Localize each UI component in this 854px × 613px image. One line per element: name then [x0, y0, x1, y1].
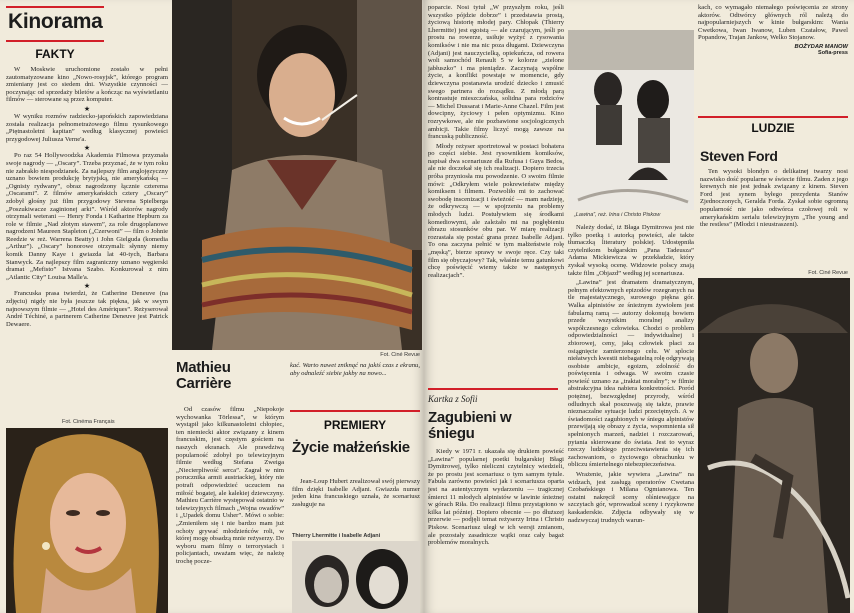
kartka-label: Kartka z Sofii	[428, 394, 478, 404]
photo-lawina	[568, 30, 694, 210]
kartka-rule	[428, 388, 558, 390]
fakty-column	[6, 66, 168, 330]
right-page	[424, 0, 854, 613]
photo-credit-deneuve: Fot. Cinéma Français	[62, 419, 115, 425]
byline: BOŻYDAR MANOW	[794, 43, 848, 50]
ludzie-label: LUDZIE	[751, 121, 795, 135]
separator-star: ★	[83, 145, 91, 153]
lawina-paragraph: Wrażenie, jakie wywiera „Lawina” na widzach, jest zasługą operatorów Cwetana Czobańskiego i Milana Ogmianowa. Ten ostatni nakręcił sceny olśniewające na szczytach gór, wprowadzał sceny i ryzykowne kaskaderskie. Zdjęcia odbywały się w nadzwyczaj trudnych warun-	[568, 471, 694, 524]
caption-adjani: Thierry Lhermitte i Isabelle Adjani	[292, 533, 381, 539]
fakty-label: FAKTY	[35, 47, 75, 61]
separator-star: ★	[83, 105, 91, 113]
lawina-end-column	[698, 4, 848, 56]
separator-star: ★	[83, 283, 91, 291]
zycie-paragraph: Jean-Loup Hubert zrealizował swój pierwszy film dzięki Isabelle Adjani. Gwiazda numer jeden kina francuskiego uznała, że scenariusz zasługuje na	[292, 478, 420, 508]
fakty-rule	[6, 40, 104, 42]
zycie-intro-block	[290, 362, 420, 379]
ford-paragraph: Ten wysoki blondyn o delikatnej twarzy nosi nazwisko dość popularne w świecie filmu. Żaden z jego krewnych nie jest jednak związany z kinem. Steven Ford jest synem byłego prezydenta Stanów Zjednoczonych, Geralda Forda. Zyskał sobie ogromną popularność nie jako odtwórca czołowej roli w amerykańskim serialu telewizyjnym „The young and the restless” (Młodzi i nieustraszeni).	[700, 168, 848, 229]
zagubieni-paragraph: Kiedy w 1971 r. ukazała się drukiem powieść „Lawina” popularnej poetki bułgarskiej Błagi Dymitrowej, tylko nieliczni czytelnicy wiedzieli, że po prostu jest scenariusz o tym samym tytule. Fabuła zarówno powieści jak i scenariusza oparta jest na autentycznym wydarzeniu — tragicznej śmierci 11 młodych alpinistów w lawinie śnieżnej w górach Riła. Do realizacji filmu przystąpiono w kilka lat później. Dopiero obecnie — po dłuższej przerwie — podjęli temat reżyserzy Irina i Christo Piskow. Scenariusz uległ w ich wersji zmianom, ale pozostały zasadnicze wątki oraz cały bagaż problemów moralnych.	[428, 448, 564, 547]
kinorama-top-rule	[6, 6, 104, 8]
zycie-title: Życie małżeńskie	[292, 439, 410, 456]
left-page	[0, 0, 424, 613]
zycie-continuation-paragraph: Młody reżyser sportretował w postaci bohatera po części siebie. Jest rysownikiem komiksów, napisał dwa scenariusze dla Rufusa i Guya Bedos, ale nie doczekał się ich realizacji. Dopiero trzecia próba przyniosła mu powodzenie. O swoim filmie mówi: „Odkryłem wiele pokrewieństw między komiksem i filmem. Pozwoliło mi to zachować swobodę inscenizacji i świeżość — mam nadzieję, że odkrywczą — w spojrzeniu na problemy młodych ludzi. Postuływiem się środkami komediowymi, ale zależało mi na pogłębieniu obrazu stosunków obu par. W miarę realizacji rozrastała się postać grana przez Isabelle Adjani. To ona zaczyna pełnić w tym małżeństwie rolę „męską”, bierze sprawy w swoje ręce. Czy taki film się obyczajowy? Tak, właśnie temu gatunkowi chcę poświęcić wiemy także w następnych realizacjach”.	[428, 142, 564, 279]
fakty-paragraph: W Moskwie uruchomione zostało w pełni zautomatyzowane kino „Nowo-rosyjsk”, którego program zmieniany jest co siedem dni. Wszystkie czynności — poczynając od sprzedaży biletów a kończąc na wyświetlaniu filmów — sterowane są przez komputer.	[6, 66, 168, 104]
lawina-column	[568, 224, 694, 526]
photo-mathieu-carriere	[172, 0, 422, 350]
photo-credit-ford: Fot. Ciné Revue	[808, 270, 848, 276]
photo-lhermitte-adjani	[292, 541, 420, 613]
photo-credit-carriere: Fot. Ciné Revue	[380, 352, 420, 358]
fakty-paragraph: Francuska prasa twierdzi, że Catherine Deneuve (na zdjęciu) nigdy nie była jeszcze tak piękna, jak w swym najnowszym filmie — „Hotel des Amériques”. Reżyserował André Téchiné, a partnerem Catherine Deneuve jest Patrick Dewaere.	[6, 290, 168, 328]
zagubieni-column	[428, 448, 564, 549]
zycie-intro: kać. Warto nawet zniknąć na jakiś czas z ekranu, aby odnaleźć siebie jakby na nowo...	[290, 362, 420, 377]
lawina-paragraph: Należy dodać, iż Błaga Dymitrowa jest nie tylko poetką i autorką powieści, ale także tłumaczką literatury polskiej. Udostępniła czytelnikom bułgarskim „Pana Tadeusza” Adama Mickiewicza w przekładzie, który zyskał wysoką ocenę. Widzowie polscy znają także film „Objazd” według jej scenariusza.	[568, 224, 694, 277]
photo-caption-sofia: „Lawina”, reż. Irina i Christo Piskow	[574, 212, 661, 218]
zycie-column	[292, 478, 420, 510]
kinorama-title: Kinorama	[8, 10, 103, 33]
zycie-continuation-paragraph: poparcie. Nosi tytuł „W przyszłym roku, jeśli wszystko pójdzie dobrze” i przedstawia prostą, życiową historię młodej pary. Chłopak (Thierry Lhermitte) jest egoistą — ale czarującym, jeśli po prostu na rowerze, usiłuje wyżyć z rysowania komiksów i nie ma nic poza długami. Dziewczyna (Adjani) jest nauczycielką, opiekuńcza, od rowera woli samochód Renault 5 w kolorze „zielone jabłuszko” i ma pieniądze. Zaczynają wspólne życie, a konflikt powstaje w momencie, gdy dziewczyna postanawia urodzić dziecko i zmusić swego partnera do rozsądku. Z młodą parą kontrastuje mieszczańska, solidna para rodziców — Michel Dussarat i Marie-Anne Chazel. Film jest dowcipny, życiowy i pełen optymizmu. Kino rozrywkowe, ale nie pozbawione socjologicznych ambicji. Takie filmy liczyć mogą zawsze na francuską publiczność.	[428, 4, 564, 141]
zagubieni-title: Zagubieni w śniegu	[428, 409, 512, 442]
carriere-paragraph: Od czasów filmu „Niepokoje wychowanka Törlessa”, w którym wystąpił jako kilkunastoletni chłopiec, ten niemiecki aktor związany z kinem francuskim, jest częstym gościem na naszych ekranach. Ale prawdziwą popularność zdobył po telewizyjnym filmie według Stefana Zweiga „Niecierpliwość serca”. Zagrał w nim porucznika armii austriackiej, który nie potrafi odpowiedzieć uczuciem na miłość bogatej, ale kalekiej dziewczyny. Mathieu Carrière występował ostatnio w telewizyjnych filmach „Wojna owadów” i „Upadek domu Usher”. Mówi o sobie: „Zmieniłem się i nie bardzo mam już ochoty grywać młodzieńców roli, w której mogę obsadzą mnie reżyserzy. Do wyboru mam filmy o terrorystach i policjantach, uważam więc, że należę trochę pocze-	[176, 406, 284, 565]
zycie-continuation-column	[428, 4, 564, 281]
carriere-column	[176, 406, 284, 567]
lawina-paragraph: „Lawina” jest dramatem dramatycznym, pełnym efektownych epizodów rozegranych na tle majestatycznego, surowego piękna gór. Walka alpinistów ze śnieżnym żywiołem jest fabularną ramą — autorzy dokonują bowiem przede wszystkim moralnej analizy współczesnego człowieka. Chodzi o problem odpowiedzialności — indywidualnej i zbiorowej, ceny, jaką człowiek płaci za osiągnięcie zamierzonego celu. W splocie niełatwych kwestii niebagatelną rolę odgrywają osobiste ambicje, egoizm, zdolność do poświęcenia i odwaga. W swoim czasie powieść uznano za „traktat moralny”; w filmie abstrakcyjna idea nabiera konkretności. Poród potężnej, bezwzględnej przyrody, wśród odludnych skał poszuwają się także, prawie nieznaczalne sytuacje ludzi przeciętnych. A w świadomości zagubionych w śniegu alpinistów przewijają się obrazy z życia, wspomnienia sił spełnionych marzeń, nadziei i rozczarowań, pytania skierowane do świata. Jest to wyraz rzeczy ludzkiego przeciwstawienia się ich zachowaniom, o życiowego obrachunku w obliczu śmiertelnego niebezpieczeństwa.	[568, 279, 694, 469]
fakty-paragraph: Po raz 54 Hollywoodzka Akademia Filmowa przyznała swoje nagrody — „Oscary”. Trzeba przyznać, że w tym roku nie zabrakło niespodzianek. Za najlepszy film anglojęzyczny uznano bowiem produkcję brytyjską, nie amerykańską — „Ognisty rydwany”, obraz nagrodzony łącznie czterema „Oscarami”. Z filmów amerykańskich cztery „Oscary” zdobył głośny już film przygodowy Stevena Spielberga „Poszukiwacze zaginionej arki”. Wśród aktorów nagrody otrzymali weterani — Henry Fonda i Katharine Hepburn za role w filmie „Nad złotym stawem”, za role drugoplanowe nagrodzeni Maureen Stapleton („Czerwoni” — film o Johnie Reedzie w reż. Warrena Beatty) i John Gielguda (komedia „Arthur”). „Oscary” honorowe otrzymali: słynny niemy komik Danny Kaye i gwiazda lat 40-tych, Barbara Stanwyck. Za najlepszy film zagraniczny uznano węgierski dramat „Mefisto” Istvana Szabo. Konkurował z nim „Atlantic City” Louisa Malle'a.	[6, 152, 168, 281]
photo-catherine-deneuve	[6, 428, 168, 613]
lawina-end-paragraph: kach, co wymagało niemałego poświęcenia ze strony aktorów. Odtwórcy głównych ról należą do najpopularniejszych w kinie bułgarskim: Wania Cwetkowa, Iwan Iwanow, Luben Czatałow, Pawel Popandow, Trajan Jankow, Welko Stojanow.	[698, 4, 848, 42]
premiery-rule	[290, 410, 420, 412]
ludzie-rule	[698, 116, 848, 118]
byline-source: Sofia-press	[818, 49, 848, 56]
fakty-paragraph: W wyniku rozmów radziecko-japońskich zapowiedziana została realizacja pełnometrażowego filmu rysunkowego „Piętnastoletni kapitan” według klasycznej powieści przygodowej Juliusza Verne'a.	[6, 112, 168, 143]
ford-column	[700, 168, 848, 231]
carriere-title: Mathieu Carrière	[176, 359, 232, 392]
ford-title: Steven Ford	[700, 148, 778, 164]
photo-steven-ford	[698, 278, 850, 613]
premiery-label: PREMIERY	[323, 418, 387, 432]
